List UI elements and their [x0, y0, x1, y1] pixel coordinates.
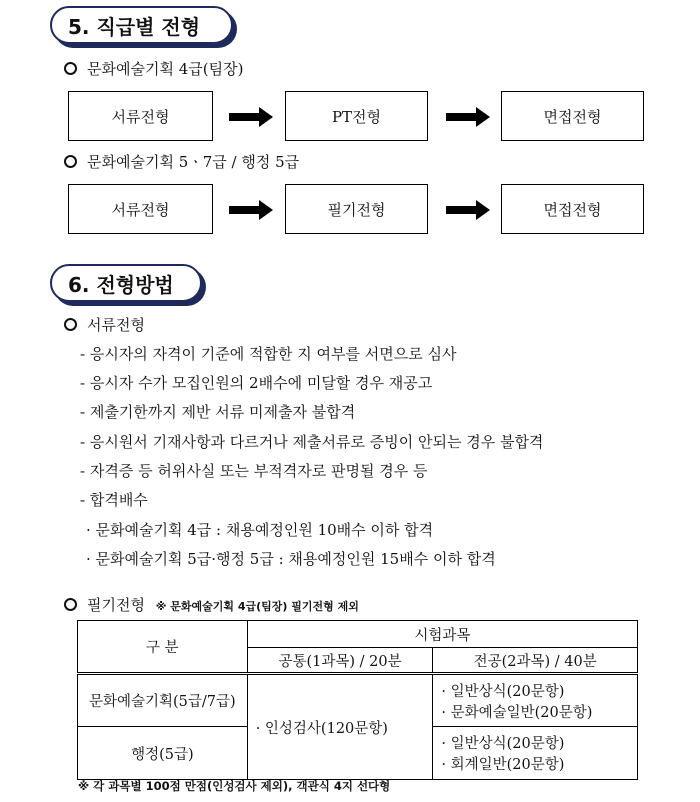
- doc-screening-item: - 제출기한까지 제반 서류 미제출자 불합격: [80, 403, 356, 421]
- table-row: [78, 674, 638, 727]
- major-subject-cell: [433, 727, 638, 780]
- doc-screening-item: - 응시원서 기재사항과 다르거나 제출서류로 증빙이 안되는 경우 불합격: [80, 433, 544, 451]
- written-heading: [64, 594, 359, 615]
- major-subject-line: · 회계일반(20문항): [441, 757, 565, 773]
- col-header-major: 전공(2과목) / 40분: [433, 648, 638, 674]
- circle-bullet-icon: [64, 62, 77, 75]
- pass-multiple-item: · 문화예술기획 5급·행정 5급 : 채용예정인원 15배수 이하 합격: [86, 550, 496, 568]
- doc-screening-item: - 응시자 수가 모집인원의 2배수에 미달할 경우 재공고: [80, 374, 433, 392]
- row-label: 문화예술기획(5급/7급): [78, 674, 248, 727]
- right-arrow-icon: [446, 107, 490, 127]
- pass-multiple-item: · 문화예술기획 4급 : 채용예정인원 10배수 이하 합격: [86, 521, 434, 539]
- doc-screening-heading: [64, 314, 145, 335]
- col-header-subjects: 시험과목: [247, 621, 637, 648]
- group2-step-1: 서류전형: [68, 184, 213, 234]
- major-subject-line: · 문화예술일반(20문항): [441, 704, 593, 721]
- group1-heading: [64, 58, 243, 79]
- right-arrow-icon: [229, 200, 273, 220]
- major-subject-line: · 일반상식(20문항): [441, 736, 565, 752]
- exam-subject-table: [77, 620, 638, 780]
- section5-title: 5. 직급별 전형: [50, 6, 233, 44]
- section6-title: 6. 전형방법: [50, 264, 202, 302]
- circle-bullet-icon: [64, 598, 77, 611]
- written-heading-text: 필기전형: [87, 596, 145, 614]
- right-arrow-icon: [446, 200, 490, 220]
- group2-step-3: 면접전형: [501, 184, 644, 234]
- group2-heading-text: 문화예술기획 5ㆍ7급 / 행정 5급: [87, 153, 300, 171]
- written-exclusion-note: ※ 문화예술기획 4급(팀장) 필기전형 제외: [155, 600, 359, 613]
- doc-screening-heading-text: 서류전형: [87, 316, 145, 334]
- row-label: 행정(5급): [78, 727, 248, 780]
- col-header-common: 공통(1과목) / 20분: [247, 648, 433, 674]
- group2-heading: [64, 151, 299, 172]
- group1-step-1: 서류전형: [68, 91, 213, 141]
- circle-bullet-icon: [64, 155, 77, 168]
- doc-screening-item: - 합격배수: [80, 491, 148, 509]
- right-arrow-icon: [229, 107, 273, 127]
- scoring-footnote: ※ 각 과목별 100점 만점(인성검사 제외), 객관식 4지 선다형: [78, 779, 391, 793]
- group1-step-3: 면접전형: [501, 91, 644, 141]
- section5-header: [50, 6, 233, 44]
- doc-screening-item: - 응시자의 자격이 기준에 적합한 지 여부를 서면으로 심사: [80, 345, 457, 363]
- circle-bullet-icon: [64, 318, 77, 331]
- col-header-category: 구 분: [78, 621, 248, 674]
- common-subject-cell: · 인성검사(120문항): [247, 674, 433, 780]
- major-subject-cell: [433, 674, 638, 727]
- major-subject-line: · 일반상식(20문항): [441, 683, 565, 700]
- group2-step-2: 필기전형: [285, 184, 428, 234]
- section6-header: [50, 264, 202, 302]
- group1-heading-text: 문화예술기획 4급(팀장): [87, 60, 244, 78]
- doc-screening-item: - 자격증 등 허위사실 또는 부적격자로 판명될 경우 등: [80, 462, 428, 480]
- group1-step-2: PT전형: [285, 91, 428, 141]
